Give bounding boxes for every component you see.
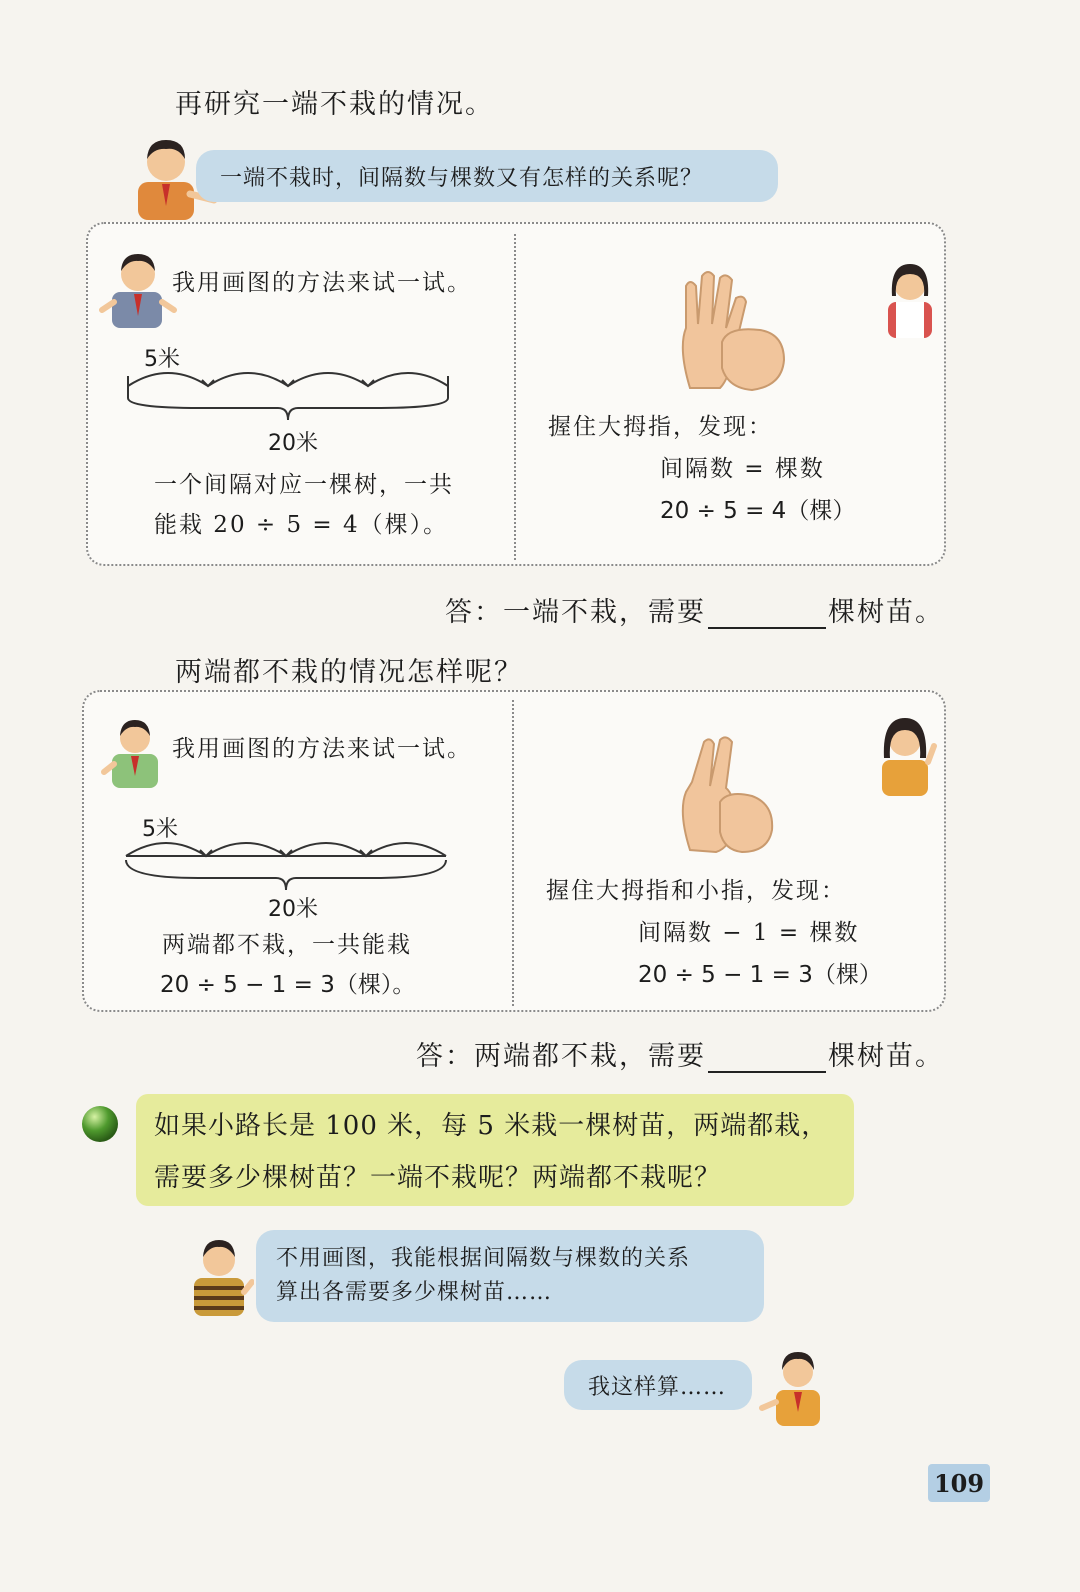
panel1-explanation-line2: 能栽 20 ÷ 5 = 4（棵）。	[154, 512, 449, 538]
problem-line1: 如果小路长是 100 米，每 5 米栽一棵树苗，两端都栽，	[154, 1111, 829, 1141]
girl-speech-bubble: 我这样算……	[564, 1360, 752, 1410]
panel1-calc: 20 ÷ 5 = 4（棵）	[660, 498, 856, 524]
tree-interval-diagram	[118, 838, 458, 898]
problem-line2: 需要多少棵树苗？一端不栽呢？两端都不栽呢？	[154, 1163, 722, 1193]
answer-one-end	[445, 590, 944, 629]
answer-prefix: 答：两端都不栽，需要	[416, 1041, 706, 1072]
boy-avatar	[98, 246, 178, 328]
boy-bubble-line1: 不用画图，我能根据间隔数与棵数的关系	[276, 1246, 691, 1271]
answer-suffix: 棵树苗。	[828, 597, 944, 628]
boy-avatar	[184, 1232, 254, 1316]
answer-blank[interactable]	[708, 601, 826, 629]
girl-avatar	[872, 712, 938, 796]
panel2-explanation-line2: 20 ÷ 5 − 1 = 3（棵）。	[160, 972, 416, 998]
segment-label: 5米	[144, 347, 180, 372]
boy-avatar	[100, 714, 170, 788]
segment-label: 5米	[142, 817, 178, 842]
hand-thumb-pinky-held-illustration	[676, 736, 776, 854]
page-number: 109	[928, 1464, 990, 1502]
tree-interval-diagram	[120, 368, 460, 428]
total-label: 20米	[268, 431, 318, 456]
panel2-explanation-line1: 两端都不栽，一共能栽	[162, 932, 412, 958]
girl-avatar	[878, 256, 942, 338]
panel-divider	[512, 700, 514, 1006]
answer-prefix: 答：一端不栽，需要	[445, 597, 706, 628]
green-ball-icon	[80, 1104, 120, 1144]
total-label: 20米	[268, 897, 318, 922]
panel2-finding: 握住大拇指和小指，发现：	[546, 878, 846, 904]
panel-divider	[514, 234, 516, 560]
answer-blank[interactable]	[708, 1045, 826, 1073]
panel2-speech: 我用画图的方法来试一试。	[172, 736, 472, 762]
section2-heading: 两端都不栽的情况怎样呢？	[175, 657, 523, 688]
section1-heading: 再研究一端不栽的情况。	[175, 89, 494, 120]
panel1-rule: 间隔数 = 棵数	[660, 456, 825, 482]
answer-suffix: 棵树苗。	[828, 1041, 944, 1072]
girl-avatar	[758, 1346, 836, 1426]
panel2-calc: 20 ÷ 5 − 1 = 3（棵）	[638, 962, 882, 988]
hand-thumb-held-illustration	[672, 268, 790, 392]
panel2-rule: 间隔数 − 1 = 棵数	[638, 920, 860, 946]
panel1-finding: 握住大拇指，发现：	[548, 414, 773, 440]
question-bubble: 一端不栽时，间隔数与棵数又有怎样的关系呢？	[196, 150, 778, 202]
answer-both-ends	[416, 1034, 944, 1073]
practice-problem	[136, 1094, 854, 1206]
boy-bubble-line2: 算出各需要多少棵树苗……	[276, 1280, 553, 1305]
panel1-speech: 我用画图的方法来试一试。	[172, 270, 472, 296]
panel1-explanation-line1: 一个间隔对应一棵树，一共	[154, 472, 454, 498]
boy-speech-bubble	[256, 1230, 764, 1322]
